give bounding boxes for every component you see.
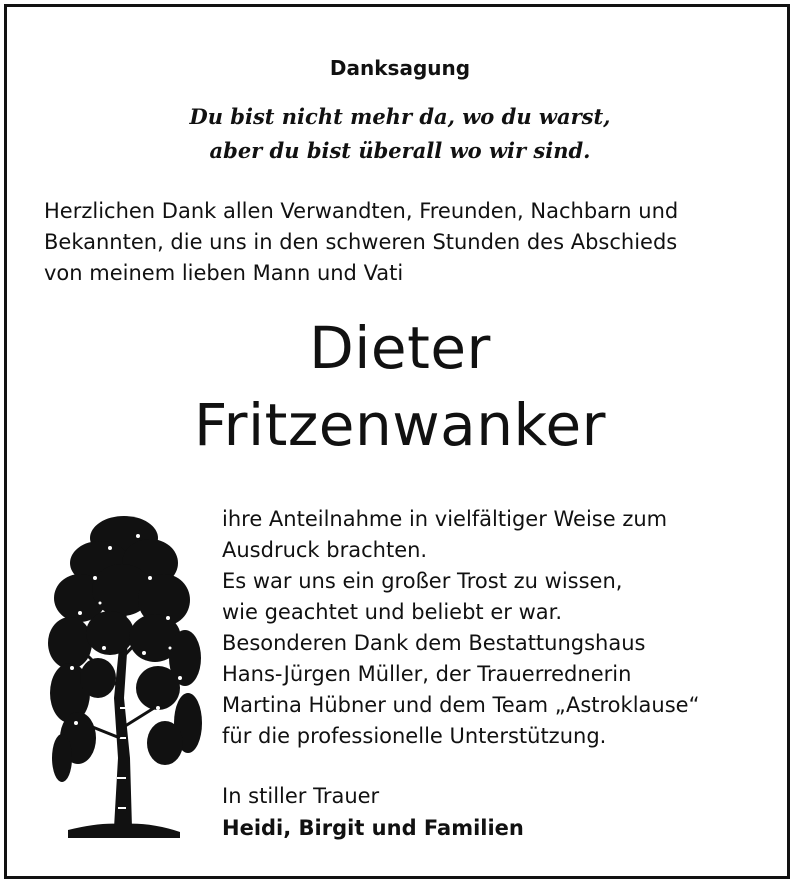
notice-heading: Danksagung [329, 56, 471, 80]
deceased-first-name: Dieter [309, 314, 491, 382]
intro-line-3: von meinem lieben Mann und Vati [44, 261, 404, 285]
motto-line-1: Du bist nicht mehr da, wo du warst, [189, 104, 611, 129]
body-line-8: für die professionelle Unterstützung. [222, 724, 607, 748]
signature: Heidi, Birgit und Familien [222, 816, 524, 840]
intro-line-2: Bekannten, die uns in den schweren Stunden des Abschieds [44, 230, 678, 254]
body-line-1: ihre Anteilnahme in vielfältiger Weise zum [222, 507, 668, 531]
body-line-6: Hans-Jürgen Müller, der Trauerrednerin [222, 662, 632, 686]
deceased-last-name: Fritzenwanker [193, 391, 607, 459]
body-line-3: Es war uns ein großer Trost zu wissen, [222, 569, 623, 593]
body-line-2: Ausdruck brachten. [222, 538, 428, 562]
body-line-5: Besonderen Dank dem Bestattungshaus [222, 631, 646, 655]
closing-phrase: In stiller Trauer [222, 784, 380, 808]
motto-line-2: aber du bist überall wo wir sind. [209, 138, 591, 163]
birch-tree-icon [40, 508, 204, 844]
body-line-7: Martina Hübner und dem Team „Astroklause“ [222, 693, 700, 717]
intro-line-1: Herzlichen Dank allen Verwandten, Freunden, Nachbarn und [44, 199, 679, 223]
body-line-4: wie geachtet und beliebt er war. [222, 600, 562, 624]
